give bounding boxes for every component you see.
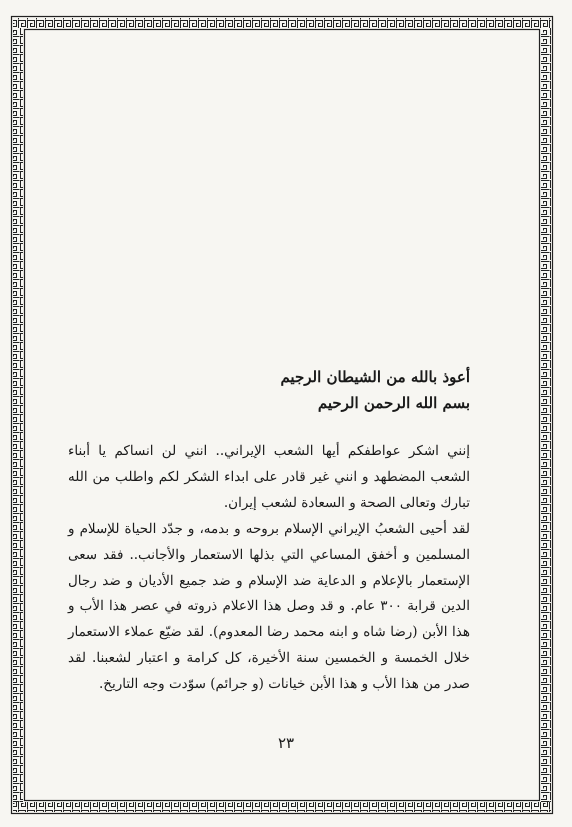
paragraph-islam-revival: لقد أحيى الشعبُ الإيراني الإسلام بروحه و بدمه، و جدّد الحياة للإسلام و المسلمين و أخفق المساعي التي بذلها الاستعمار والأجانب.. فقد سعى الإستعمار بالإعلام و الدعاية ضد الإسلام و ضد جميع الأديان و ضد رجال الدين قرابة ٣٠٠ عام. و قد وصل هذا الاعلام ذروته في عصر هذا الأب و هذا الأبن (رضا شاه و ابنه محمد رضا المعدوم). لقد ضيّع عملاء الاستعمار خلال الخمسة و الخمسين سنة الأخيرة، كل كرامة و اعتبار لشعبنا. لقد صدر من هذا الأب و هذا الأبن خيانات (و جرائم) سوّدت وجه التاريخ. xyxy=(68,521,470,692)
page-number: ٢٣ xyxy=(277,734,295,752)
paragraph-thanks: إنني اشكر عواطفكم أيها الشعب الإيراني.. انني لن انساكم يا أبناء الشعب المضطهد و انني غير قادر على ابداء الشكر لكم واطلب من الله تبارك وتعالى الصحة و السعادة لشعب إيران. xyxy=(68,443,470,511)
heading-basmala: بسم الله الرحمن الرحيم xyxy=(317,394,470,412)
heading-taawwudh: أعوذ بالله من الشيطان الرجيم xyxy=(280,368,470,386)
